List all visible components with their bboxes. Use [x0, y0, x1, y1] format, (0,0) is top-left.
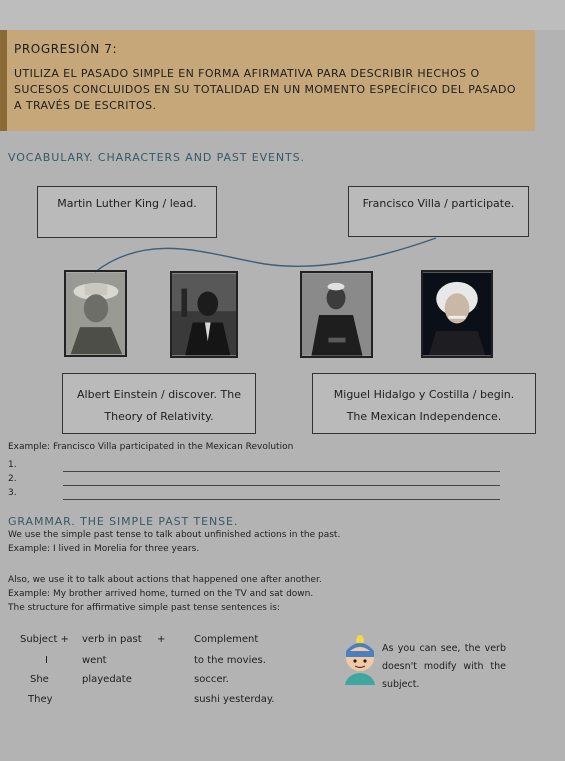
- grammar-line-3: Also, we use it to talk about actions that happened one after another.: [8, 575, 322, 585]
- header-verb: verb in past: [82, 634, 142, 645]
- vocab-box-mlk-text: Martin Luther King / lead.: [57, 197, 197, 210]
- row-2-subject: She: [30, 674, 49, 685]
- vocab-box-hidalgo: [312, 373, 536, 434]
- answer-line-3[interactable]: [63, 499, 500, 500]
- vocab-box-einstein-line2: Theory of Relativity.: [104, 410, 214, 423]
- answer-line-1[interactable]: [63, 471, 500, 472]
- photo-villa: [64, 270, 127, 357]
- vocab-example: Example: Francisco Villa participated in the Mexican Revolution: [8, 442, 294, 452]
- photo-hidalgo-image: [302, 273, 371, 356]
- top-strip: [0, 0, 565, 30]
- vocab-box-hidalgo-line2: The Mexican Independence.: [346, 410, 502, 423]
- photo-villa-image: [66, 272, 125, 355]
- photo-einstein: [421, 270, 493, 358]
- student-avatar-icon: [343, 633, 377, 685]
- vocab-box-einstein-line1: Albert Einstein / discover. The: [77, 388, 241, 401]
- answer-line-2[interactable]: [63, 485, 500, 486]
- row-2-verb: playedate: [82, 674, 132, 685]
- progression-banner: [0, 30, 535, 131]
- row-3-complement: sushi yesterday.: [194, 694, 275, 705]
- banner-text: UTILIZA EL PASADO SIMPLE EN FORMA AFIRMATIVA PARA DESCRIBIR HECHOS O SUCESOS CONCLUIDOS EN SU TOTALIDAD EN UN MOMENTO ESPECÍFICO DEL PASADO A TRAVÉS DE ESCRITOS.: [14, 67, 516, 112]
- timeline-curve: [0, 230, 565, 275]
- grammar-line-2: Example: I lived in Morelia for three years.: [8, 544, 200, 554]
- vocab-box-villa-text: Francisco Villa / participate.: [362, 197, 515, 210]
- answer-number-2: 2.: [8, 474, 17, 484]
- header-complement: Complement: [194, 634, 259, 645]
- vocabulary-title: VOCABULARY. CHARACTERS AND PAST EVENTS.: [8, 151, 305, 164]
- answer-number-1: 1.: [8, 460, 17, 470]
- row-1-complement: to the movies.: [194, 655, 266, 666]
- grammar-note: As you can see, the verb doesn't modify with the subject.: [382, 643, 506, 690]
- vocab-box-hidalgo-line1: Miguel Hidalgo y Costilla / begin.: [333, 388, 515, 401]
- answer-number-3: 3.: [8, 488, 17, 498]
- row-1-subject: I: [45, 655, 48, 666]
- photo-hidalgo: [300, 271, 373, 358]
- photo-mlk-image: [172, 273, 236, 356]
- row-2-complement: soccer.: [194, 674, 229, 685]
- photo-einstein-image: [423, 272, 491, 356]
- header-plus: +: [157, 634, 166, 645]
- banner-title: PROGRESIÓN 7:: [14, 42, 118, 56]
- grammar-line-1: We use the simple past tense to talk about unfinished actions in the past.: [8, 530, 341, 540]
- grammar-title: GRAMMAR. THE SIMPLE PAST TENSE.: [8, 515, 239, 528]
- grammar-line-4: Example: My brother arrived home, turned on the TV and sat down.: [8, 589, 314, 599]
- photo-mlk: [170, 271, 238, 358]
- vocab-box-einstein: [62, 373, 256, 434]
- row-3-subject: They: [28, 694, 53, 705]
- row-1-verb: went: [82, 655, 107, 666]
- grammar-line-5: The structure for affirmative simple past tense sentences is:: [8, 603, 281, 613]
- header-subject: Subject +: [20, 634, 69, 645]
